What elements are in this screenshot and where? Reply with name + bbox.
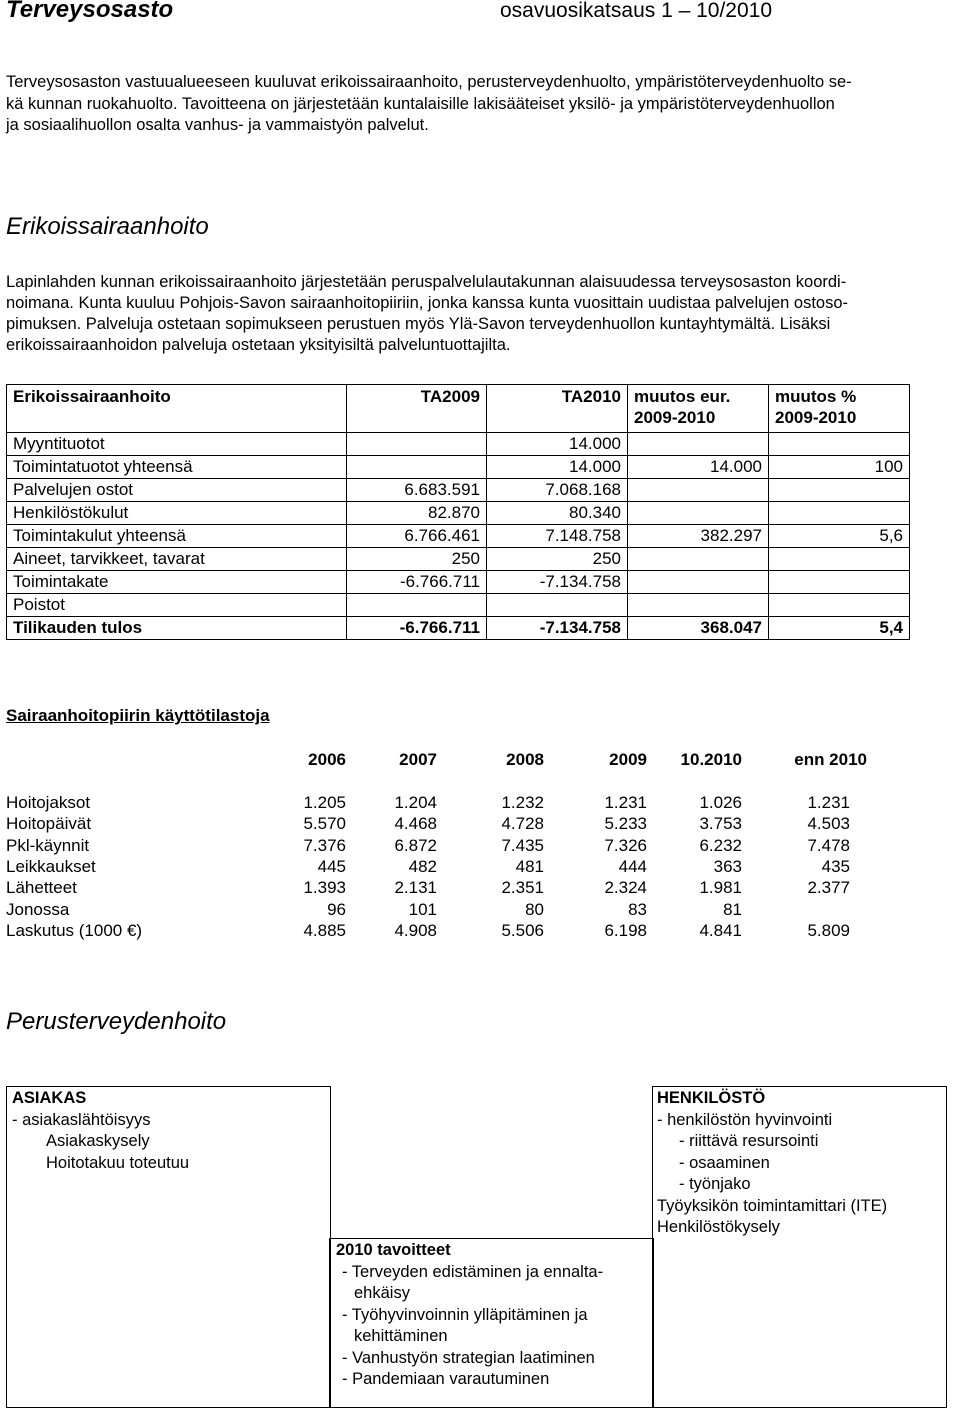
row-value	[769, 548, 910, 571]
box-line: - Työhyvinvoinnin ylläpitäminen ja	[342, 1305, 588, 1324]
stats-value: 7.326	[604, 835, 647, 855]
para-line: pimuksen. Palveluja ostetaan sopimukseen perustuen myös Ylä-Savon terveydenhuollon kuntayhtymältä. Lisäksi	[6, 315, 831, 333]
row-value: 80.340	[487, 502, 628, 525]
box-title: HENKILÖSTÖ	[657, 1089, 766, 1107]
stats-row-label: Laskutus (1000 €)	[6, 920, 143, 940]
header-cell: Erikoissairaanhoito	[7, 385, 347, 433]
stats-value: 445	[317, 856, 346, 876]
row-value: -6.766.711	[347, 571, 487, 594]
box-line: ehkäisy	[354, 1284, 410, 1302]
stats-value: 2.131	[394, 878, 437, 898]
stats-value: 96	[327, 899, 346, 919]
box-line: - osaaminen	[679, 1153, 770, 1172]
section1-paragraph	[6, 272, 956, 356]
table-row	[7, 594, 910, 617]
finance-table	[6, 384, 910, 640]
finance-table-body	[7, 433, 910, 640]
stats-value: 4.885	[303, 920, 346, 940]
stats-value: 2.351	[501, 878, 544, 898]
stats-header-cell: 2008	[506, 750, 544, 769]
row-value: 7.148.758	[487, 525, 628, 548]
row-label: Poistot	[7, 594, 347, 617]
para-line: erikoissairaanhoidon palveluja ostetaan yksityisiltä palveluntuottajilta.	[6, 336, 511, 354]
row-value: 368.047	[628, 617, 769, 640]
stats-value: 6.232	[699, 835, 742, 855]
box-title: ASIAKAS	[12, 1089, 87, 1107]
header-sub: 2009-2010	[775, 408, 857, 427]
stats-header-cell: 2009	[609, 750, 647, 769]
row-label: Toimintakate	[7, 571, 347, 594]
box-line: - työnjako	[679, 1175, 751, 1193]
row-value: 14.000	[487, 433, 628, 456]
stats-value: 482	[408, 856, 437, 876]
row-value	[769, 594, 910, 617]
stats-value: 80	[525, 899, 544, 919]
box-line: Henkilöstökysely	[657, 1218, 780, 1236]
stats-value: 3.753	[699, 814, 742, 834]
row-label: Myyntituotot	[7, 433, 347, 456]
header-cell	[628, 385, 769, 433]
finance-table-header	[7, 385, 910, 433]
row-label: Toimintakulut yhteensä	[7, 525, 347, 548]
table-row	[7, 456, 910, 479]
box-line: - Vanhustyön strategian laatiminen	[342, 1348, 595, 1367]
intro-line: Terveysosaston vastuualueeseen kuuluvat erikoissairaanhoito, perusterveydenhuolto, ympäristöterveydenhuolto se-	[6, 73, 852, 91]
row-value	[769, 571, 910, 594]
stats-value: 4.503	[807, 814, 850, 834]
header-main: muutos eur.	[634, 387, 731, 406]
para-line: Lapinlahden kunnan erikoissairaanhoito järjestetään peruspalvelulautakunnan alaisuudessa terveysosaston koordi-	[6, 273, 847, 291]
stats-value: 4.728	[501, 814, 544, 834]
stats-title: Sairaanhoitopiirin käyttötilastoja	[6, 706, 270, 725]
header-cell	[769, 385, 910, 433]
row-value	[769, 433, 910, 456]
row-value: 14.000	[487, 456, 628, 479]
row-value: 6.766.461	[347, 525, 487, 548]
stats-value: 435	[821, 856, 850, 876]
para-line: noimana. Kunta kuuluu Pohjois-Savon sairaanhoitopiiriin, jonka kanssa kunta vuosittain uudistaa palvelujen ostoso-	[6, 294, 849, 312]
row-value: 250	[347, 548, 487, 571]
table-row	[7, 548, 910, 571]
box-line: - henkilöstön hyvinvointi	[657, 1110, 833, 1129]
intro-paragraph	[6, 72, 956, 137]
stats-value: 1.981	[699, 878, 742, 898]
stats-value: 1.231	[604, 793, 647, 812]
stats-header-cell: enn 2010	[794, 750, 867, 769]
table-row	[7, 571, 910, 594]
stats-header-cell: 2006	[308, 750, 346, 769]
stats-value: 444	[618, 856, 647, 876]
section-title-perusterveydenhoito: Perusterveydenhoito	[6, 1008, 227, 1035]
stats-header-cell: 2007	[399, 750, 437, 769]
stats-value: 7.376	[303, 835, 346, 855]
table-row	[7, 525, 910, 548]
row-value: 7.068.168	[487, 479, 628, 502]
row-value: -7.134.758	[487, 571, 628, 594]
row-value	[628, 548, 769, 571]
row-value	[347, 456, 487, 479]
table-row	[7, 479, 910, 502]
header-cell: TA2009	[347, 385, 487, 433]
row-value	[628, 433, 769, 456]
stats-value: 481	[515, 856, 544, 876]
row-value: 382.297	[628, 525, 769, 548]
box-line: kehittäminen	[354, 1327, 448, 1345]
stats-value: 1.205	[303, 793, 346, 812]
row-value: 14.000	[628, 456, 769, 479]
box-line: Asiakaskysely	[46, 1132, 150, 1150]
intro-line: ja sosiaalihuollon osalta vanhus- ja vammaistyön palvelut.	[6, 116, 429, 134]
stats-value: 1.026	[699, 793, 742, 812]
row-value: 6.683.591	[347, 479, 487, 502]
stats-value: 6.198	[604, 920, 647, 940]
stats-row-label: Leikkaukset	[6, 856, 96, 876]
page-subtitle: osavuosikatsaus 1 – 10/2010	[500, 0, 773, 22]
row-value: -7.134.758	[487, 617, 628, 640]
stats-value: 4.908	[394, 920, 437, 940]
stats-value: 7.478	[807, 835, 850, 855]
table-row	[7, 433, 910, 456]
intro-line: kä kunnan ruokahuolto. Tavoitteena on järjestetään kuntalaisille lakisääteiset yksilö- ja ympäristöterveydenhuollon	[6, 94, 835, 113]
row-label: Henkilöstökulut	[7, 502, 347, 525]
row-value	[487, 594, 628, 617]
row-label: Tilikauden tulos	[7, 617, 347, 640]
box-line: - Pandemiaan varautuminen	[342, 1370, 550, 1388]
table-row	[7, 617, 910, 640]
stats-value: 4.468	[394, 814, 437, 834]
row-value	[769, 502, 910, 525]
box-henkilosto	[652, 1086, 947, 1408]
stats-row-label: Hoitopäivät	[6, 814, 92, 834]
row-value	[628, 479, 769, 502]
row-value	[628, 502, 769, 525]
row-value	[628, 571, 769, 594]
header-main: muutos %	[775, 387, 857, 406]
stats-value: 5.809	[807, 920, 850, 940]
stats-row-label: Hoitojaksot	[6, 793, 91, 812]
row-value: 82.870	[347, 502, 487, 525]
stats-value: 5.233	[604, 814, 647, 834]
box-line: - Terveyden edistäminen ja ennalta-	[342, 1262, 604, 1281]
page-title: Terveysosasto	[6, 0, 174, 23]
stats-row-label: Jonossa	[6, 899, 70, 919]
stats-value: 2.377	[807, 878, 850, 898]
row-value	[347, 433, 487, 456]
row-value: 5,6	[769, 525, 910, 548]
stats-value: 1.204	[394, 793, 437, 812]
row-value	[628, 594, 769, 617]
box-line: Työyksikön toimintamittari (ITE)	[657, 1196, 888, 1215]
stats-row-label: Pkl-käynnit	[6, 835, 90, 855]
row-value: 100	[769, 456, 910, 479]
stats-value: 7.435	[501, 835, 544, 855]
stats-row-label: Lähetteet	[6, 878, 77, 898]
box-line: Hoitotakuu toteutuu	[46, 1153, 190, 1172]
stats-value: 5.570	[303, 814, 346, 834]
row-label: Toimintatuotot yhteensä	[7, 456, 347, 479]
row-label: Palvelujen ostot	[7, 479, 347, 502]
box-line: - riittävä resursointi	[679, 1132, 819, 1150]
row-value	[347, 594, 487, 617]
row-value: -6.766.711	[347, 617, 487, 640]
box-asiakas	[6, 1086, 331, 1408]
stats-value: 101	[408, 899, 437, 919]
stats-value: 2.324	[604, 878, 647, 898]
stats-value: 4.841	[699, 920, 742, 940]
header-sub: 2009-2010	[634, 408, 716, 427]
row-value: 5,4	[769, 617, 910, 640]
stats-value: 1.232	[501, 793, 544, 812]
box-title: 2010 tavoitteet	[336, 1241, 451, 1259]
stats-header-cell: 10.2010	[680, 750, 742, 769]
stats-value: 1.231	[807, 793, 850, 812]
stats-value: 6.872	[394, 835, 437, 855]
stats-value: 363	[713, 856, 742, 876]
section-title-erikoissairaanhoito: Erikoissairaanhoito	[6, 213, 209, 240]
box-tavoitteet	[329, 1238, 654, 1408]
row-label: Aineet, tarvikkeet, tavarat	[7, 548, 347, 571]
stats-value: 83	[628, 899, 647, 919]
box-line: - asiakaslähtöisyys	[12, 1110, 151, 1129]
row-value	[769, 479, 910, 502]
stats-value: 5.506	[501, 920, 544, 940]
header-cell: TA2010	[487, 385, 628, 433]
stats-value: 1.393	[303, 878, 346, 898]
row-value: 250	[487, 548, 628, 571]
table-row	[7, 502, 910, 525]
stats-value: 81	[723, 899, 742, 919]
